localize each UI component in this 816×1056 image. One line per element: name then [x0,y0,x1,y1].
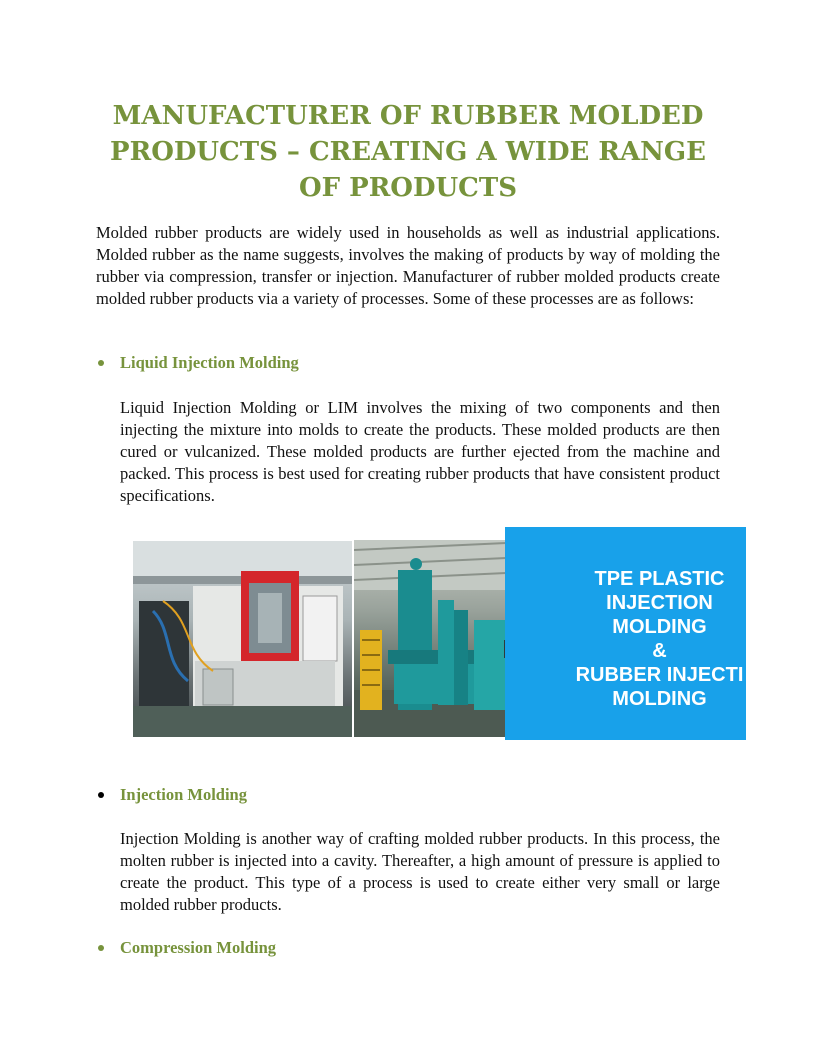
banner-line: TPE PLASTIC [594,568,725,590]
banner-line: INJECTION [606,592,713,614]
intro-paragraph: Molded rubber products are widely used in households as well as industrial applications. Molded rubber as the name suggests, involves the making of products by way of molding the rubber via compression, transfer or injection. Manufacturer of rubber molded products create molded rubber products via a variety of processes. Some of these processes are as follows: [96,223,720,308]
bullet-dot-icon [98,360,104,366]
molding-machines-figure [133,527,746,740]
section-heading: Liquid Injection Molding [120,353,299,372]
banner-text [573,567,746,711]
bullet-dot-icon [98,945,104,951]
machine-photo-left [133,541,352,737]
bullet-injection-molding [96,785,247,805]
section-heading: Compression Molding [120,938,277,957]
bullet-dot-icon [98,792,104,798]
banner-line: & [652,640,667,662]
section-body: Liquid Injection Molding or LIM involves the mixing of two components and then injecting the mixture into molds to create the products. These molded products are then cured or vulcanized. These molded products are further ejected from the machine and packed. This process is best used for creating rubber products that have consistent product specifications. [120,398,720,505]
banner-line: RUBBER INJECTI [575,664,744,686]
banner-line: MOLDING [612,688,707,710]
page-title: MANUFACTURER OF RUBBER MOLDED PRODUCTS – CREATING A WIDE RANGE OF PRODUCTS [110,101,706,203]
bullet-compression-molding [96,938,276,958]
section-heading: Injection Molding [120,785,247,804]
banner-line: MOLDING [612,616,707,638]
bullet-liquid-injection-molding [96,353,299,373]
section-body: Injection Molding is another way of crafting molded rubber products. In this process, the molten rubber is injected into a cavity. Thereafter, a high amount of pressure is applied to create the product. This type of a process is used to create either very small or large molded rubber products. [120,829,720,914]
